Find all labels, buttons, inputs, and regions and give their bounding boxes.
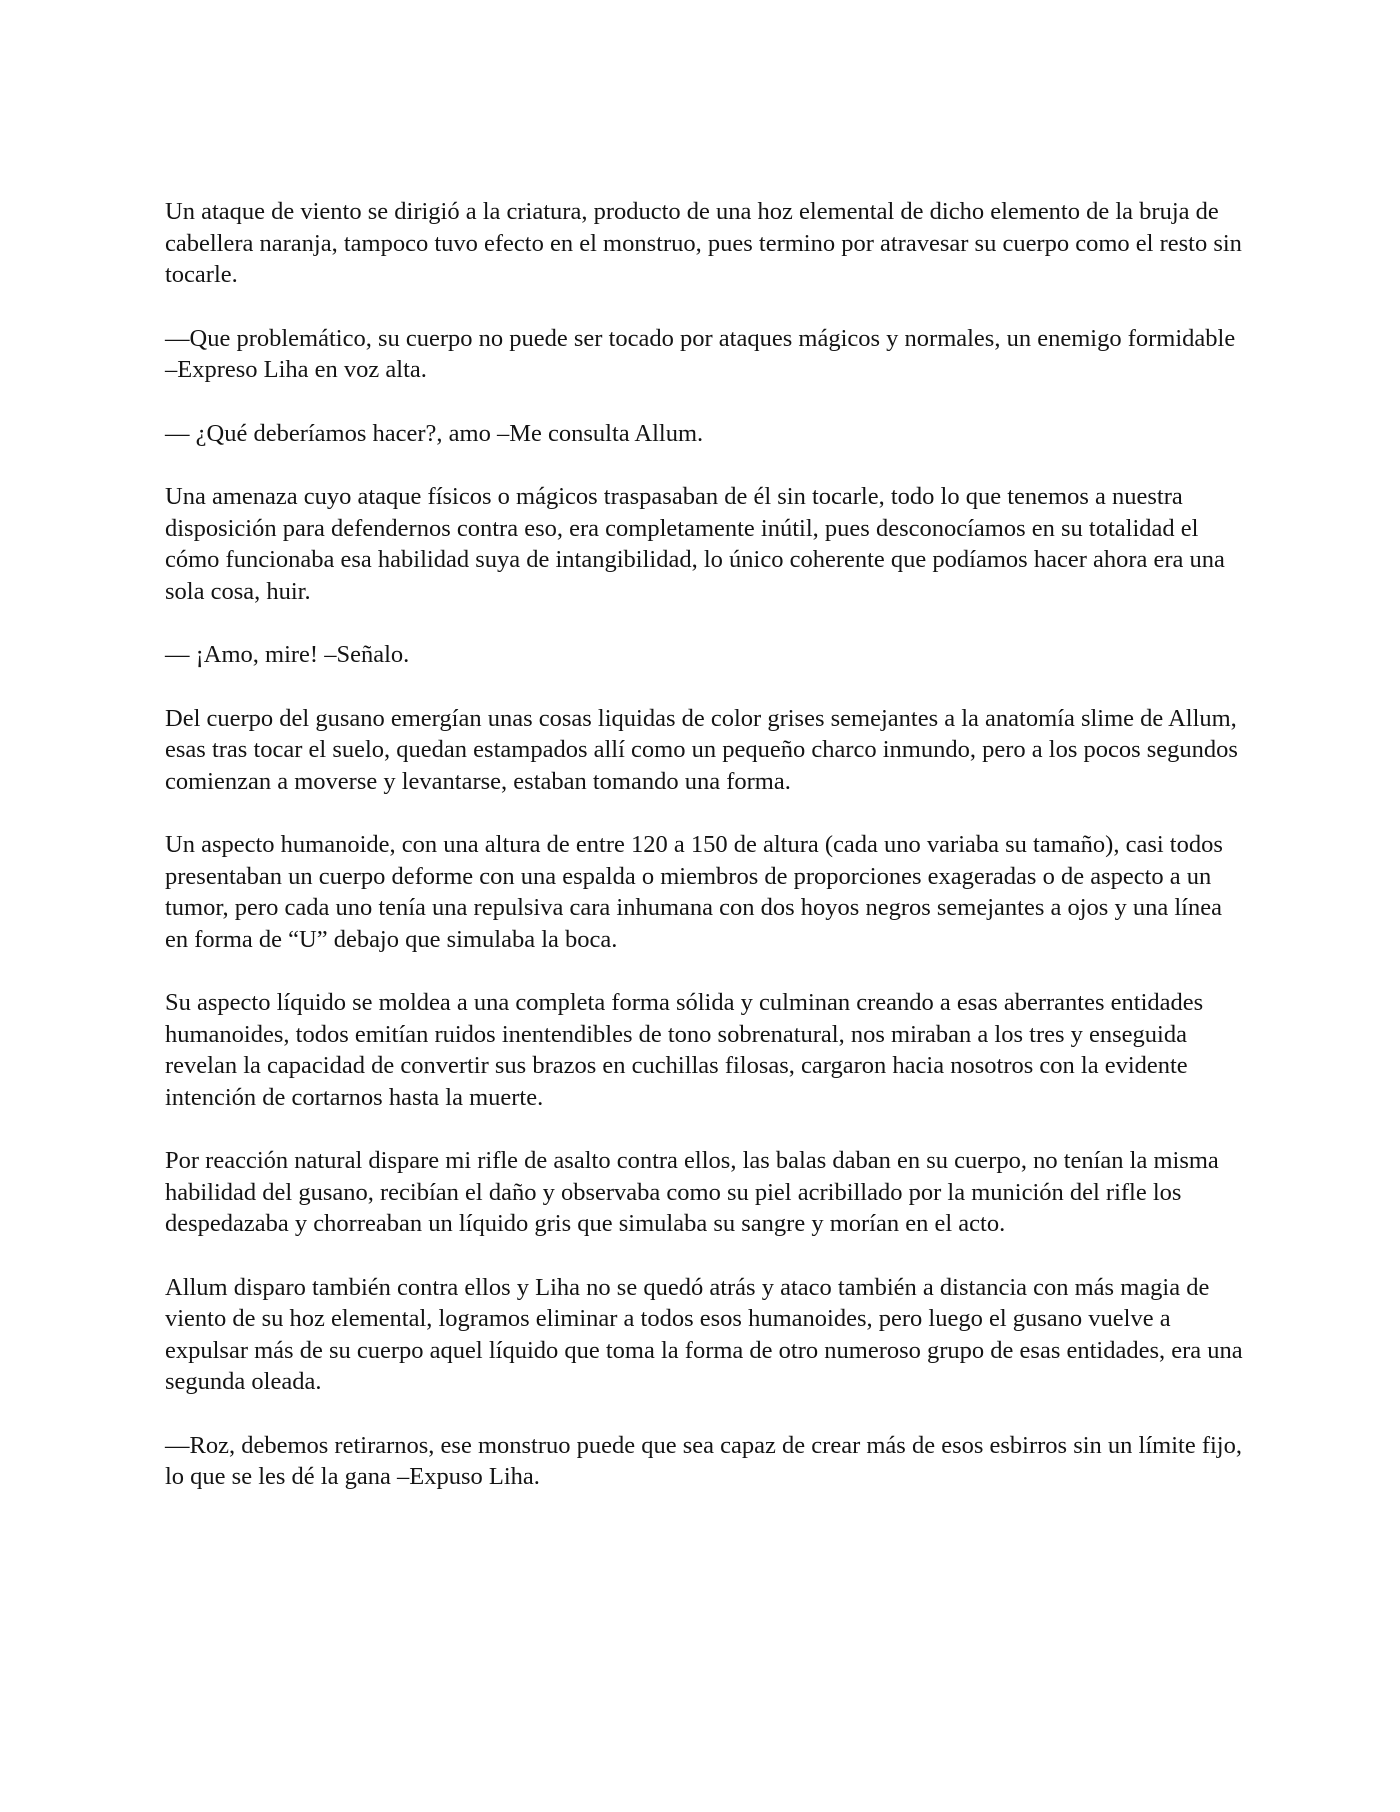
- paragraph-4: Una amenaza cuyo ataque físicos o mágicos traspasaban de él sin tocarle, todo lo que tenemos a nuestra disposición para defendernos contra eso, era completamente inútil, pues desconocíamos en su totalidad el cómo funcionaba esa habilidad suya de intangibilidad, lo único coherente que podíamos hacer ahora era una sola cosa, huir.: [165, 483, 1225, 605]
- paragraph-1: Un ataque de viento se dirigió a la criatura, producto de una hoz elemental de dicho elemento de la bruja de cabellera naranja, tampoco tuvo efecto en el monstruo, pues termino por atravesar su cuerpo como el resto sin tocarle.: [165, 198, 1242, 288]
- paragraph-3: — ¿Qué deberíamos hacer?, amo –Me consulta Allum.: [165, 419, 704, 447]
- paragraph-7: Un aspecto humanoide, con una altura de entre 120 a 150 de altura (cada uno variaba su tamaño), casi todos presentaban un cuerpo deforme con una espalda o miembros de proporciones exageradas o de aspecto a un tumor, pero cada uno tenía una repulsiva cara inhumana con dos hoyos negros semejantes a ojos y una línea en forma de “U” debajo que simulaba la boca.: [165, 831, 1223, 953]
- paragraph-5: — ¡Amo, mire! –Señalo.: [165, 641, 410, 668]
- paragraph-9: Por reacción natural dispare mi rifle de asalto contra ellos, las balas daban en su cuerpo, no tenían la misma habilidad del gusano, recibían el daño y observaba como su piel acribillado por la munición del rifle los despedazaba y chorreaban un líquido gris que simulaba su sangre y morían en el acto.: [165, 1147, 1219, 1237]
- paragraph-10: Allum disparo también contra ellos y Liha no se quedó atrás y ataco también a distancia con más magia de viento de su hoz elemental, logramos eliminar a todos esos humanoides, pero luego el gusano vuelve a expulsar más de su cuerpo aquel líquido que toma la forma de otro numeroso grupo de esas entidades, era una segunda oleada.: [165, 1273, 1243, 1395]
- paragraph-8: Su aspecto líquido se moldea a una completa forma sólida y culminan creando a esas aberrantes entidades humanoides, todos emitían ruidos inentendibles de tono sobrenatural, nos miraban a los tres y enseguida revelan la capacidad de convertir sus brazos en cuchillas filosas, cargaron hacia nosotros con la evidente intención de cortarnos hasta la muerte.: [165, 989, 1204, 1111]
- paragraph-11: —Roz, debemos retirarnos, ese monstruo puede que sea capaz de crear más de esos esbirros sin un límite fijo, lo que se les dé la gana –Expuso Liha.: [165, 1431, 1242, 1490]
- paragraph-6: Del cuerpo del gusano emergían unas cosas liquidas de color grises semejantes a la anatomía slime de Allum, esas tras tocar el suelo, quedan estampados allí como un pequeño charco inmundo, pero a los pocos segundos comienzan a moverse y levantarse, estaban tomando una forma.: [165, 704, 1238, 795]
- paragraph-2: —Que problemático, su cuerpo no puede ser tocado por ataques mágicos y normales, un enemigo formidable –Expreso Liha en voz alta.: [165, 324, 1236, 383]
- document-body: [165, 196, 1245, 1525]
